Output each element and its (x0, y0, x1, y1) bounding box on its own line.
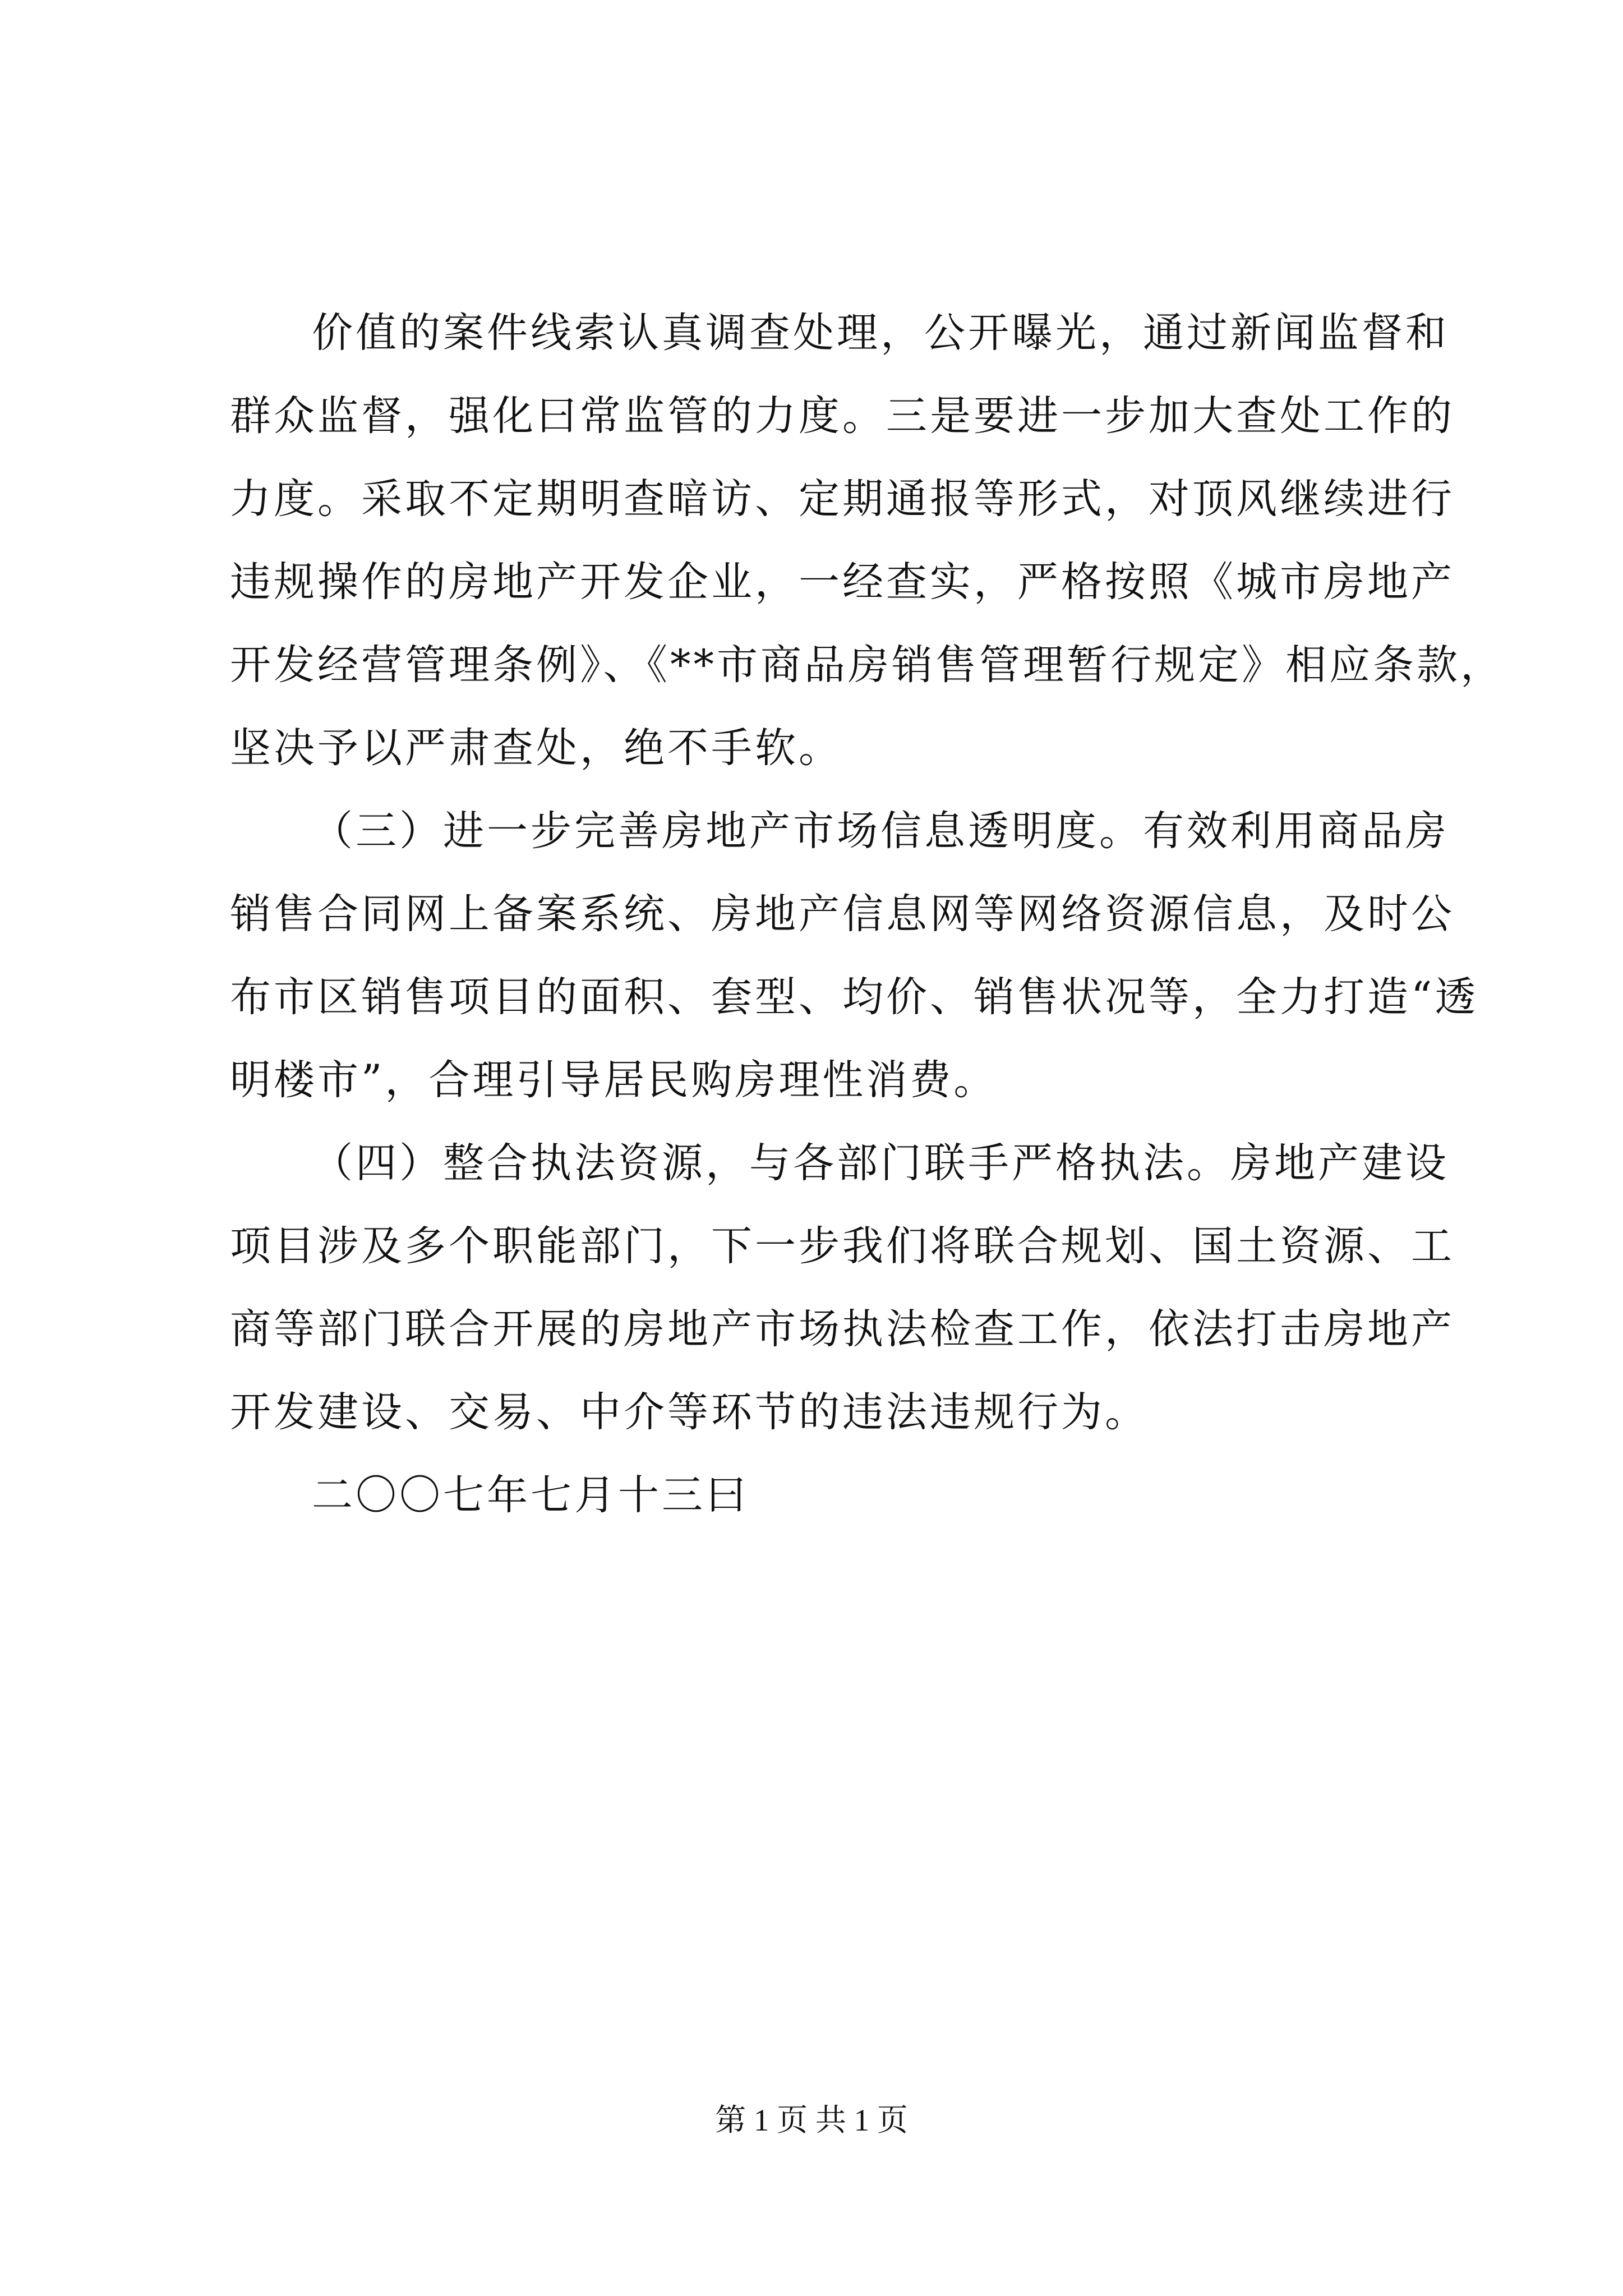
text-line-10: 明楼市”，合理引导居民购房理性消费。 (230, 1056, 998, 1104)
text-line-4: 违规操作的房地产开发企业，一经查实，严格按照《城市房地产 (230, 558, 1455, 606)
text-line-6: 坚决予以严肃查处，绝不手软。 (230, 724, 842, 772)
document-body (230, 292, 1504, 1537)
page-footer (0, 2101, 1623, 2140)
text-line-11: （四）整合执法资源，与各部门联手严格执法。房地产建设 (312, 1139, 1449, 1187)
text-line-5: 开发经营管理条例》、《**市商品房销售管理暂行规定》相应条款， (230, 641, 1504, 689)
text-line-7: （三）进一步完善房地产市场信息透明度。有效利用商品房 (312, 807, 1449, 855)
text-line-12: 项目涉及多个职能部门，下一步我们将联合规划、国土资源、工 (230, 1222, 1455, 1270)
text-line-3: 力度。采取不定期明查暗访、定期通报等形式，对顶风继续进行 (230, 475, 1455, 523)
text-line-14: 开发建设、交易、中介等环节的违法违规行为。 (230, 1388, 1149, 1436)
text-line-13: 商等部门联合开展的房地产市场执法检查工作，依法打击房地产 (230, 1305, 1455, 1353)
page-number-label: 第 1 页 共 1 页 (715, 2103, 908, 2137)
text-line-8: 销售合同网上备案系统、房地产信息网等网络资源信息，及时公 (230, 890, 1455, 938)
date-line: 二〇〇七年七月十三曰 (312, 1471, 749, 1519)
text-line-9: 布市区销售项目的面积、套型、均价、销售状况等，全力打造“透 (230, 973, 1479, 1021)
text-line-2: 群众监督，强化曰常监管的力度。三是要进一步加大查处工作的 (230, 392, 1455, 440)
text-line-1: 价值的案件线索认真调查处理，公开曝光，通过新闻监督和 (312, 309, 1449, 357)
